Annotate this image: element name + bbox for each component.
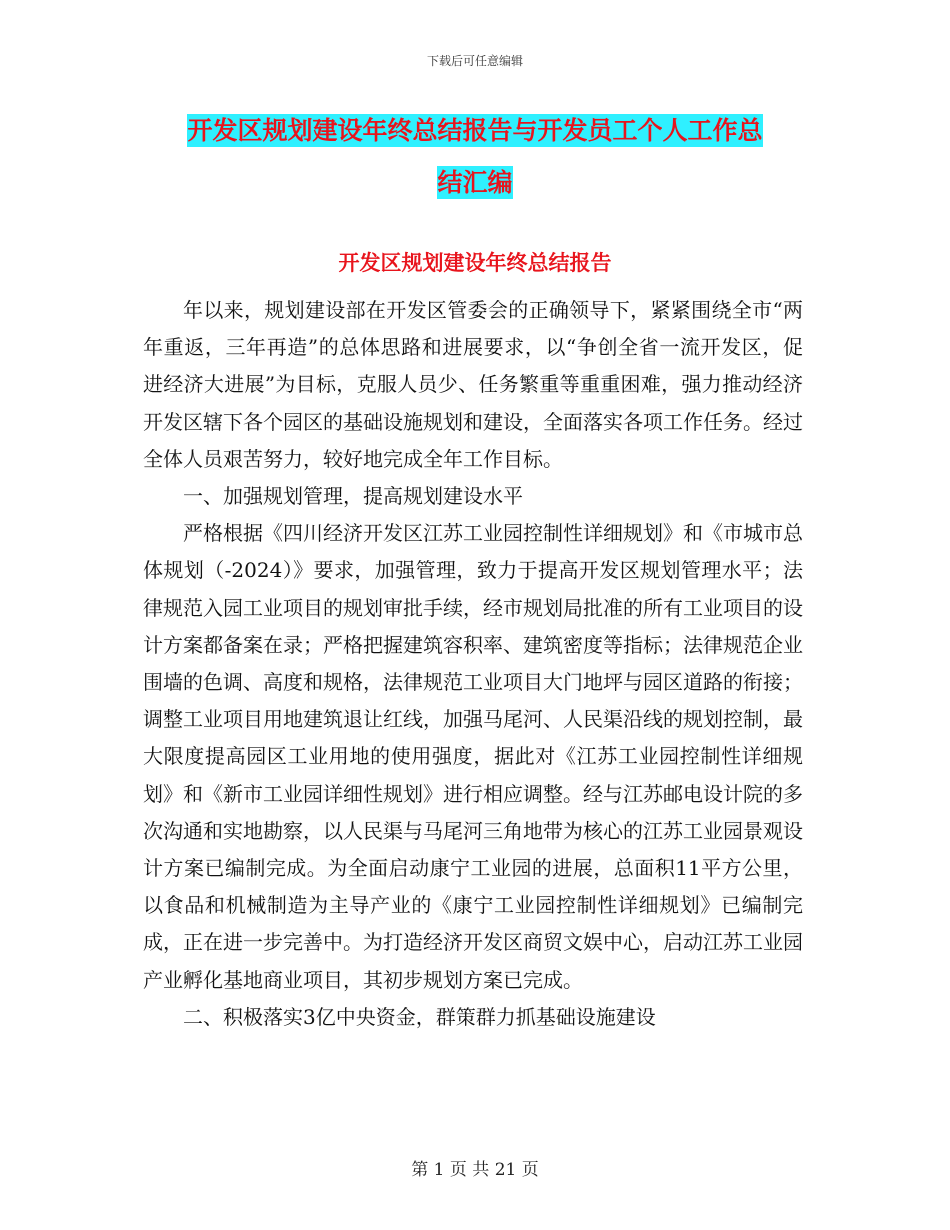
document-body — [143, 292, 803, 1036]
section-title: 开发区规划建设年终总结报告 — [338, 251, 612, 275]
document-title-line-2: 结汇编 — [437, 168, 513, 197]
body-paragraph-intro: 年以来，规划建设部在开发区管委会的正确领导下，紧紧围绕全市“两年重返，三年再造”的总体思路和进展要求，以“争创全省一流开发区，促进经济大进展”为目标，克服人员少、任务繁重等重重困难，强力推动经济开发区辖下各个园区的基础设施规划和建设，全面落实各项工作任务。经过全体人员艰苦努力，较好地完成全年工作目标。 — [143, 298, 803, 471]
body-heading-1: 一、加强规划管理，提高规划建设水平 — [183, 484, 523, 509]
header-note: 下载后可任意编辑 — [426, 54, 523, 68]
document-title — [150, 105, 800, 209]
page-number: 第 1 页 共 21 页 — [411, 1160, 539, 1180]
body-paragraph-planning: 严格根据《四川经济开发区江苏工业园控制性详细规划》和《市城市总体规划（-2024）》要求，加强管理，致力于提高开发区规划管理水平；法律规范入园工业项目的规划审批手续，经市规划局批准的所有工业项目的设计方案都备案在录；严格把握建筑容积率、建筑密度等指标；法律规范企业围墙的色调、高度和规格，法律规范工业项目大门地坪与园区道路的衔接；调整工业项目用地建筑退让红线，加强马尾河、人民渠沿线的规划控制，最大限度提高园区工业用地的使用强度，据此对《江苏工业园控制性详细规划》和《新市工业园详细性规划》进行相应调整。经与江苏邮电设计院的多次沟通和实地勘察，以人民渠与马尾河三角地带为核心的江苏工业园景观设计方案已编制完成。为全面启动康宁工业园的进展，总面积11平方公里，以食品和机械制造为主导产业的《康宁工业园控制性详细规划》已编制完成，正在进一步完善中。为打造经济开发区商贸文娱中心，启动江苏工业园产业孵化基地商业项目，其初步规划方案已完成。 — [143, 521, 803, 992]
document-title-line-1: 开发区规划建设年终总结报告与开发员工个人工作总 — [187, 116, 763, 145]
body-heading-2: 二、积极落实3亿中央资金，群策群力抓基础设施建设 — [183, 1004, 656, 1029]
